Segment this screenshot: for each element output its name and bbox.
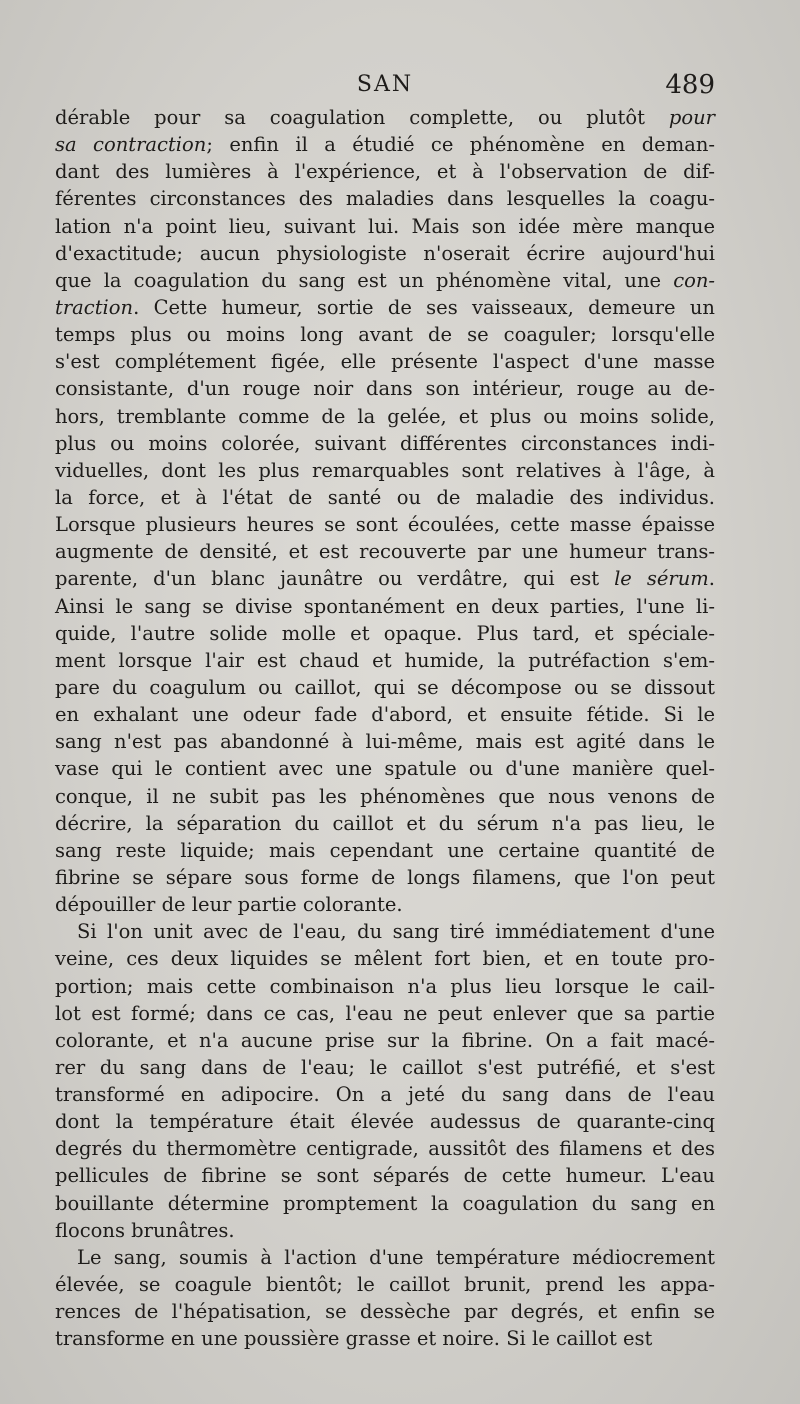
text-line (55, 891, 715, 918)
text-line (55, 864, 715, 891)
text-segment: quide, l'autre solide molle et opaque. Plus tard, et spéciale- (55, 621, 715, 645)
text-line (55, 1217, 715, 1244)
italic-segment: sa contraction (55, 133, 207, 157)
text-line (55, 538, 715, 565)
text-line (55, 1000, 715, 1027)
text-line (55, 457, 715, 484)
page-number: 489 (665, 70, 715, 100)
text-segment: portion; mais cette combinaison n'a plus lieu lorsque le cail- (55, 974, 715, 998)
text-segment: pellicules de fibrine se sont séparés de cette humeur. L'eau (55, 1164, 715, 1188)
text-line (55, 484, 715, 511)
text-line (55, 267, 715, 294)
text-segment: que la coagulation du sang est un phénomène vital, une (55, 268, 674, 292)
text-line (55, 348, 715, 375)
text-line (55, 593, 715, 620)
text-segment: transformé en adipocire. On a jeté du sang dans de l'eau (55, 1083, 715, 1107)
text-line (55, 565, 715, 592)
text-segment: transforme en une poussière grasse et noire. Si le caillot est (55, 1327, 653, 1351)
text-line (55, 674, 715, 701)
text-segment: consistante, d'un rouge noir dans son intérieur, rouge au de- (55, 377, 715, 401)
text-line (55, 185, 715, 212)
running-head: SAN (356, 72, 414, 97)
text-segment: dant des lumières à l'expérience, et à l'observation de dif- (55, 160, 715, 184)
text-segment: s'est complétement figée, elle présente l'aspect d'une masse (55, 350, 715, 374)
text-line (55, 837, 715, 864)
text-segment: degrés du thermomètre centigrade, aussitôt des filamens et des (55, 1137, 715, 1161)
text-segment: Le sang, soumis à l'action d'une température médiocrement (77, 1245, 715, 1269)
text-segment: ment lorsque l'air est chaud et humide, la putréfaction s'em- (55, 648, 715, 672)
text-line (55, 1271, 715, 1298)
italic-segment: traction (55, 295, 134, 319)
text-line (55, 647, 715, 674)
text-line (55, 511, 715, 538)
text-segment: dérable pour sa coagulation complette, ou plutôt (55, 106, 669, 129)
text-line (55, 1135, 715, 1162)
text-line (55, 728, 715, 755)
text-segment: ; enfin il a étudié ce phénomène en deman- (206, 133, 715, 157)
text-segment: colorante, et n'a aucune prise sur la fibrine. On a fait macé- (55, 1028, 715, 1052)
text-segment: rer du sang dans de l'eau; le caillot s'est putréfié, et s'est (55, 1055, 715, 1079)
text-line (55, 321, 715, 348)
italic-segment: le sérum (614, 567, 709, 591)
text-segment: Ainsi le sang se divise spontanément en deux parties, l'une li- (55, 594, 715, 618)
text-segment: . Cette humeur, sortie de ses vaisseaux, demeure un (133, 295, 715, 319)
text-segment: décrire, la séparation du caillot et du sérum n'a pas lieu, le (55, 811, 715, 835)
text-segment: dépouiller de leur partie colorante. (55, 893, 403, 917)
text-line (55, 1054, 715, 1081)
text-segment: la force, et à l'état de santé ou de maladie des individus. (55, 485, 715, 509)
paragraph-3 (55, 1244, 715, 1353)
text-segment: sang reste liquide; mais cependant une certaine quantité de (55, 838, 715, 862)
text-segment: flocons brunâtres. (55, 1218, 235, 1242)
text-segment: augmente de densité, et est recouverte par une humeur trans- (55, 540, 715, 564)
text-segment: viduelles, dont les plus remarquables sont relatives à l'âge, à (55, 458, 715, 482)
text-segment: vase qui le contient avec une spatule ou d'une manière quel- (55, 757, 715, 781)
text-segment: lot est formé; dans ce cas, l'eau ne peut enlever que sa partie (55, 1001, 715, 1025)
text-segment: dont la température était élevée audessus de quarante-cinq (55, 1110, 715, 1134)
text-segment: rences de l'hépatisation, se dessèche par degrés, et enfin se (55, 1300, 715, 1324)
text-line (55, 240, 715, 267)
text-segment: Si l'on unit avec de l'eau, du sang tiré immédiatement d'une (77, 920, 715, 944)
text-line (55, 375, 715, 402)
text-segment: fibrine se sépare sous forme de longs filamens, que l'on peut (55, 865, 715, 889)
text-line (55, 131, 715, 158)
text-line (55, 158, 715, 185)
text-line (55, 973, 715, 1000)
italic-segment: con- (673, 268, 715, 292)
text-line (55, 1298, 715, 1325)
text-segment: en exhalant une odeur fade d'abord, et ensuite fétide. Si le (55, 703, 715, 727)
text-segment: Lorsque plusieurs heures se sont écoulées, cette masse épaisse (55, 513, 715, 537)
text-line (55, 430, 715, 457)
text-segment: parente, d'un blanc jaunâtre ou verdâtre, qui est (55, 567, 615, 591)
body-text (55, 104, 715, 1352)
text-line (55, 213, 715, 240)
text-line (55, 755, 715, 782)
text-segment: veine, ces deux liquides se mêlent fort bien, et en toute pro- (55, 947, 715, 971)
text-line (55, 918, 715, 945)
text-segment: . (708, 567, 715, 591)
text-segment: hors, tremblante comme de la gelée, et plus ou moins solide, (55, 404, 715, 428)
text-line (55, 1108, 715, 1135)
italic-segment: pour (668, 106, 715, 129)
text-segment: conque, il ne subit pas les phénomènes que nous venons de (55, 784, 715, 808)
text-segment: lation n'a point lieu, suivant lui. Mais son idée mère manque (55, 214, 715, 238)
text-segment: d'exactitude; aucun physiologiste n'oserait écrire aujourd'hui (55, 241, 715, 265)
page-header (55, 68, 715, 108)
text-line (55, 294, 715, 321)
text-segment: sang n'est pas abandonné à lui-même, mais est agité dans le (55, 730, 715, 754)
text-line (55, 810, 715, 837)
text-line (55, 620, 715, 647)
text-line (55, 1162, 715, 1189)
text-segment: férentes circonstances des maladies dans lesquelles la coagu- (55, 187, 715, 211)
text-segment: pare du coagulum ou caillot, qui se décompose ou se dissout (55, 675, 715, 699)
text-segment: élevée, se coagule bientôt; le caillot brunit, prend les appa- (55, 1273, 715, 1297)
text-line (55, 1081, 715, 1108)
text-line (55, 104, 715, 131)
text-line (55, 783, 715, 810)
text-line (55, 1190, 715, 1217)
paragraph-1 (55, 104, 715, 918)
paragraph-2 (55, 918, 715, 1244)
text-line (55, 701, 715, 728)
text-line (55, 945, 715, 972)
text-segment: plus ou moins colorée, suivant différentes circonstances indi- (55, 431, 715, 455)
text-line (55, 1027, 715, 1054)
text-line (55, 403, 715, 430)
text-segment: bouillante détermine promptement la coagulation du sang en (55, 1191, 715, 1215)
text-line (55, 1244, 715, 1271)
text-segment: temps plus ou moins long avant de se coaguler; lorsqu'elle (55, 323, 715, 347)
text-line (55, 1325, 715, 1352)
